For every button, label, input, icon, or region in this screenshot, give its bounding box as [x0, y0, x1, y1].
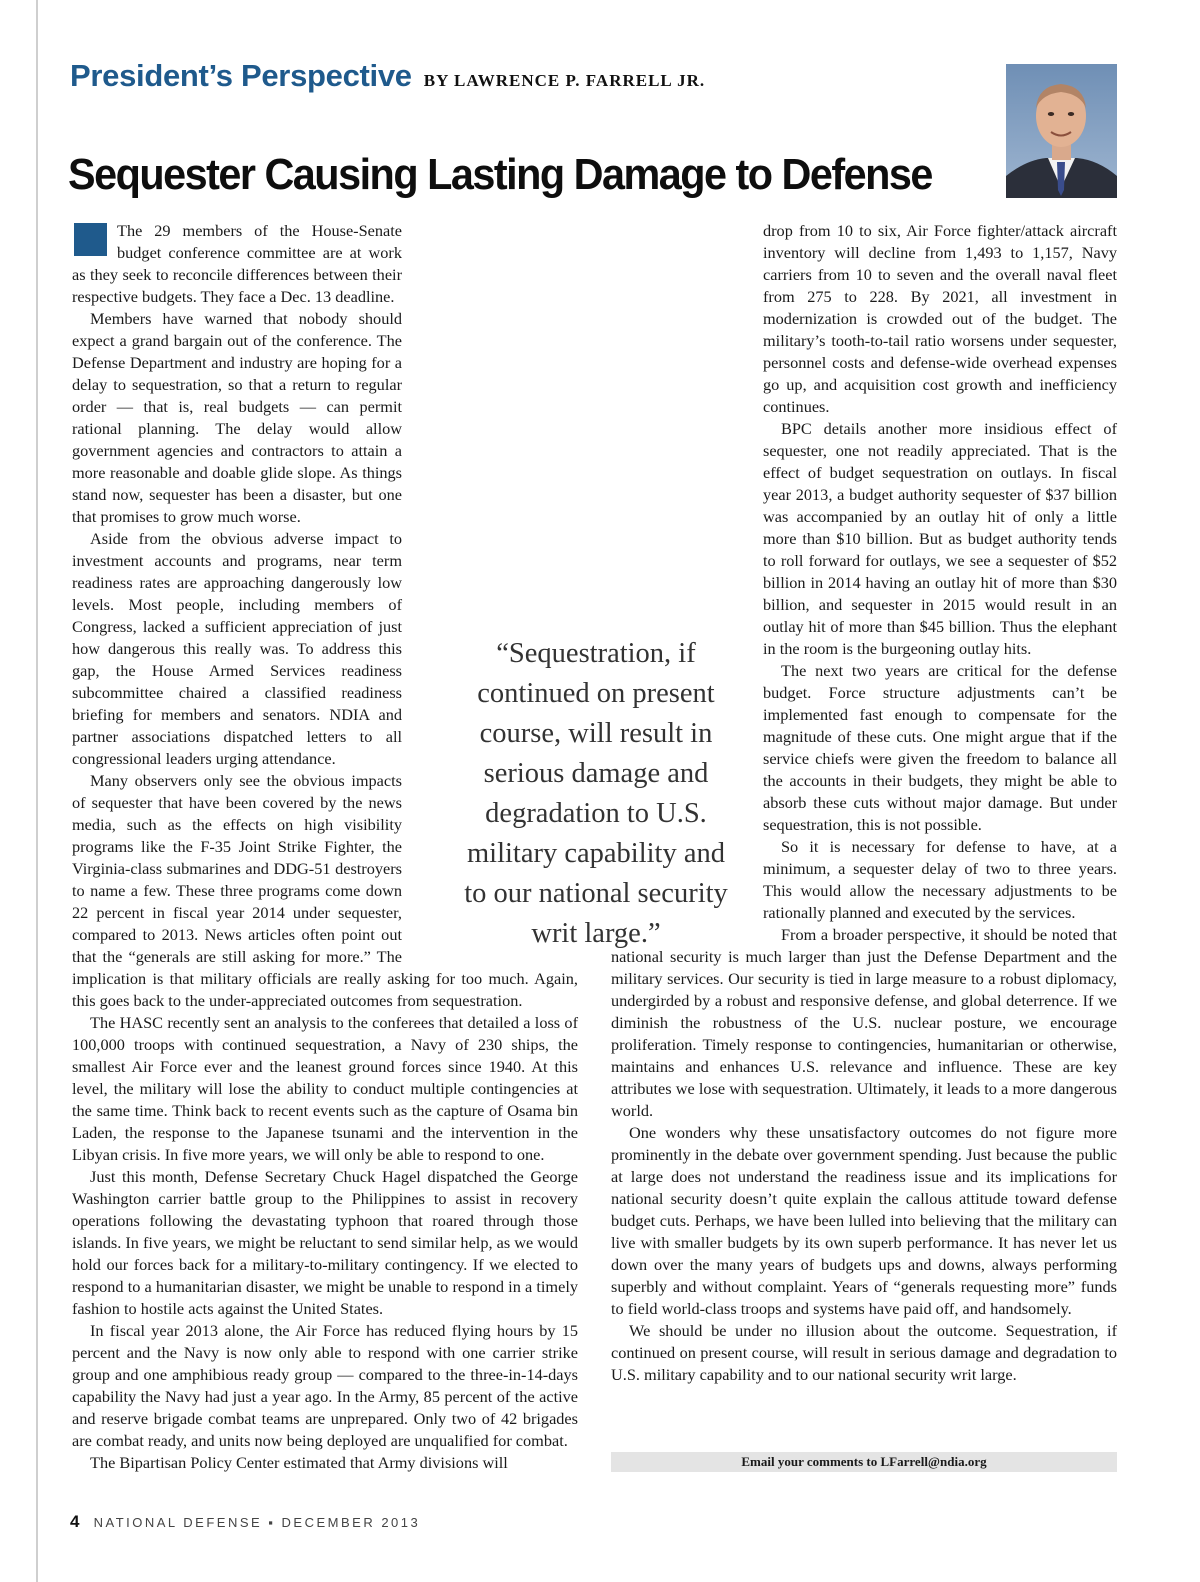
article-headline: Sequester Causing Lasting Damage to Defense [68, 150, 932, 199]
issue-date: DECEMBER 2013 [281, 1515, 421, 1530]
article-paragraph: Many observers only see the obvious impacts of sequester that have been covered by the news media, such as the effects on high visibility programs like the F-35 Joint Strike Fighter, the Virginia-class submarines and DDG-51 destroyers to name a few. These three programs come down 22 percent in fiscal year 2014 under sequester, compared to 2013. News articles often point out that the “generals are still asking for more.” The implication is that military officials are really asking for too much. Again, this goes back to the under-appreciated outcomes from sequestration. [72, 771, 578, 1010]
article-paragraph: So it is necessary for defense to have, at a minimum, a sequester delay of two to three years. This would allow the necessary adjustments to be rationally planned and executed by the services. [763, 837, 1117, 922]
pull-quote: “Sequestration, if continued on present course, will result in serious damage and degradation to U.S. military capability and to our national security writ large.” [464, 638, 728, 949]
article-paragraph: In fiscal year 2013 alone, the Air Force has reduced flying hours by 15 percent and the Navy is now only able to respond with one carrier strike group and one amphibious ready group — compared to the three-in-14-days capability the Navy had just a year ago. In the Army, 85 percent of the active and reserve brigade combat teams are unprepared. Only two of 42 brigades are combat ready, and units now being deployed are unqualified for combat. [72, 1321, 578, 1450]
article-paragraph: Just this month, Defense Secretary Chuck Hagel dispatched the George Washington carrier battle group to the Philippines to assist in recovery operations following the devastating typhoon that roared through those islands. In five years, we might be reluctant to send similar help, as we would hold our forces back for a military-to-military contingency. If we elected to respond to a humanitarian disaster, we might be unable to respond in a timely fashion to hostile acts against the United States. [72, 1167, 578, 1318]
article-paragraph: One wonders why these unsatisfactory outcomes do not figure more prominently in the debate over government spending. Just because the public at large does not understand the readiness issue and its implications for national security doesn’t quite explain the callous attitude toward defense budget cuts. Perhaps, we have been lulled into believing that the military can live with smaller budgets by its own superb performance. It has never let us down over the many years of budgets ups and downs, always performing superbly and without complaint. Years of “generals requesting more” funds to field world-class troops and systems have paid off, and handsomely. [611, 1123, 1117, 1318]
page-margin-rule [36, 0, 38, 1582]
article-paragraph: Aside from the obvious adverse impact to investment accounts and programs, near term readiness rates are approaching dangerously low levels. Most people, including members of Congress, lacked a sufficient appreciation of just how dangerous this really was. To address this gap, the House Armed Services readiness subcommittee chaired a classified readiness briefing for members and senators. NDIA and partner associations dispatched letters to all congressional leaders urging attendance. [72, 529, 402, 768]
author-portrait [1006, 64, 1117, 198]
article-paragraph: BPC details another more insidious effect of sequester, one not readily appreciated. That is the effect of budget sequestration on outlays. In fiscal year 2013, a budget authority sequester of $37 billion was accompanied by an outlay hit of only a little more than $10 billion. But as budget authority tends to roll forward for outlays, we see a sequester of $52 billion in 2014 having an outlay hit of more than $30 billion, and sequester in 2015 would result in an outlay hit of more than $45 billion. Thus the elephant in the room is the burgeoning outlay hits. [763, 419, 1117, 658]
column-header [70, 58, 705, 94]
article-paragraph: The 29 members of the House-Senate budget conference committee are at work as they seek to reconcile differences between their respective budgets. They face a Dec. 13 deadline. [72, 221, 402, 306]
article-paragraph: drop from 10 to six, Air Force fighter/attack aircraft inventory will decline from 1,493 to 1,157, Navy carriers from 10 to seven and the overall naval fleet from 275 to 228. By 2021, all investment in modernization is crowded out of the budget. The military’s tooth-to-tail ratio worsens under sequester, personnel costs and defense-wide overhead expenses go up, and acquisition cost growth and inefficiency continues. [763, 221, 1117, 416]
email-comments-bar [611, 1452, 1117, 1472]
article-paragraph: The HASC recently sent an analysis to the conferees that detailed a loss of 100,000 troops with continued sequestration, a Navy of 230 ships, the smallest Air Force ever and the leanest ground forces since 1940. At this level, the military will lose the ability to conduct multiple contingencies at the same time. Think back to recent events such as the capture of Osama bin Laden, the response to the Japanese tsunami and the intervention in the Libyan crisis. In five more years, we will only be able to respond to one. [72, 1013, 578, 1164]
article-paragraph: We should be under no illusion about the outcome. Sequestration, if continued on present course, will result in serious damage and degradation to U.S. military capability and to our national security writ large. [611, 1321, 1117, 1384]
article-paragraph: The Bipartisan Policy Center estimated that Army divisions will [90, 1453, 508, 1472]
email-prefix: Email your comments to [741, 1454, 881, 1469]
publication-name: NATIONAL DEFENSE [93, 1515, 263, 1530]
email-link[interactable]: LFarrell@ndia.org [880, 1454, 987, 1469]
article-paragraph: From a broader perspective, it should be noted that national security is much larger than just the Defense Department and the military services. Our security is tied in large measure to a robust diplomacy, undergirded by a robust and responsive defense, and global deterrence. If we diminish the robustness of the U.S. nuclear posture, we encourage proliferation. Timely response to contingencies, humanitarian or otherwise, maintains and enhances U.S. relevance and influence. These are key attributes we lose with sequestration. Ultimately, it leads to a more dangerous world. [611, 925, 1117, 1120]
byline: BY LAWRENCE P. FARRELL JR. [423, 71, 706, 90]
article-paragraph: Members have warned that nobody should expect a grand bargain out of the conference. The Defense Department and industry are hoping for a delay to sequestration, so that a return to regular order — that is, real budgets — can permit rational planning. The delay would allow government agencies and contractors to attain a more reasonable and doable glide slope. As things stand now, sequester has been a disaster, but one that promises to grow much worse. [72, 309, 402, 526]
article-paragraph: The next two years are critical for the defense budget. Force structure adjustments can’t be implemented fast enough to compensate for the magnitude of these cuts. One might argue that if the service chiefs were given the freedom to balance all the accounts in their budgets, they might be able to absorb these cuts without major damage. But under sequestration, this is not possible. [763, 661, 1117, 834]
page-number: 4 [70, 1512, 80, 1531]
column-name: President’s Perspective [70, 58, 412, 93]
page-footer [70, 1512, 420, 1532]
drop-cap-square [74, 223, 107, 256]
footer-separator: ▪ [268, 1515, 276, 1530]
